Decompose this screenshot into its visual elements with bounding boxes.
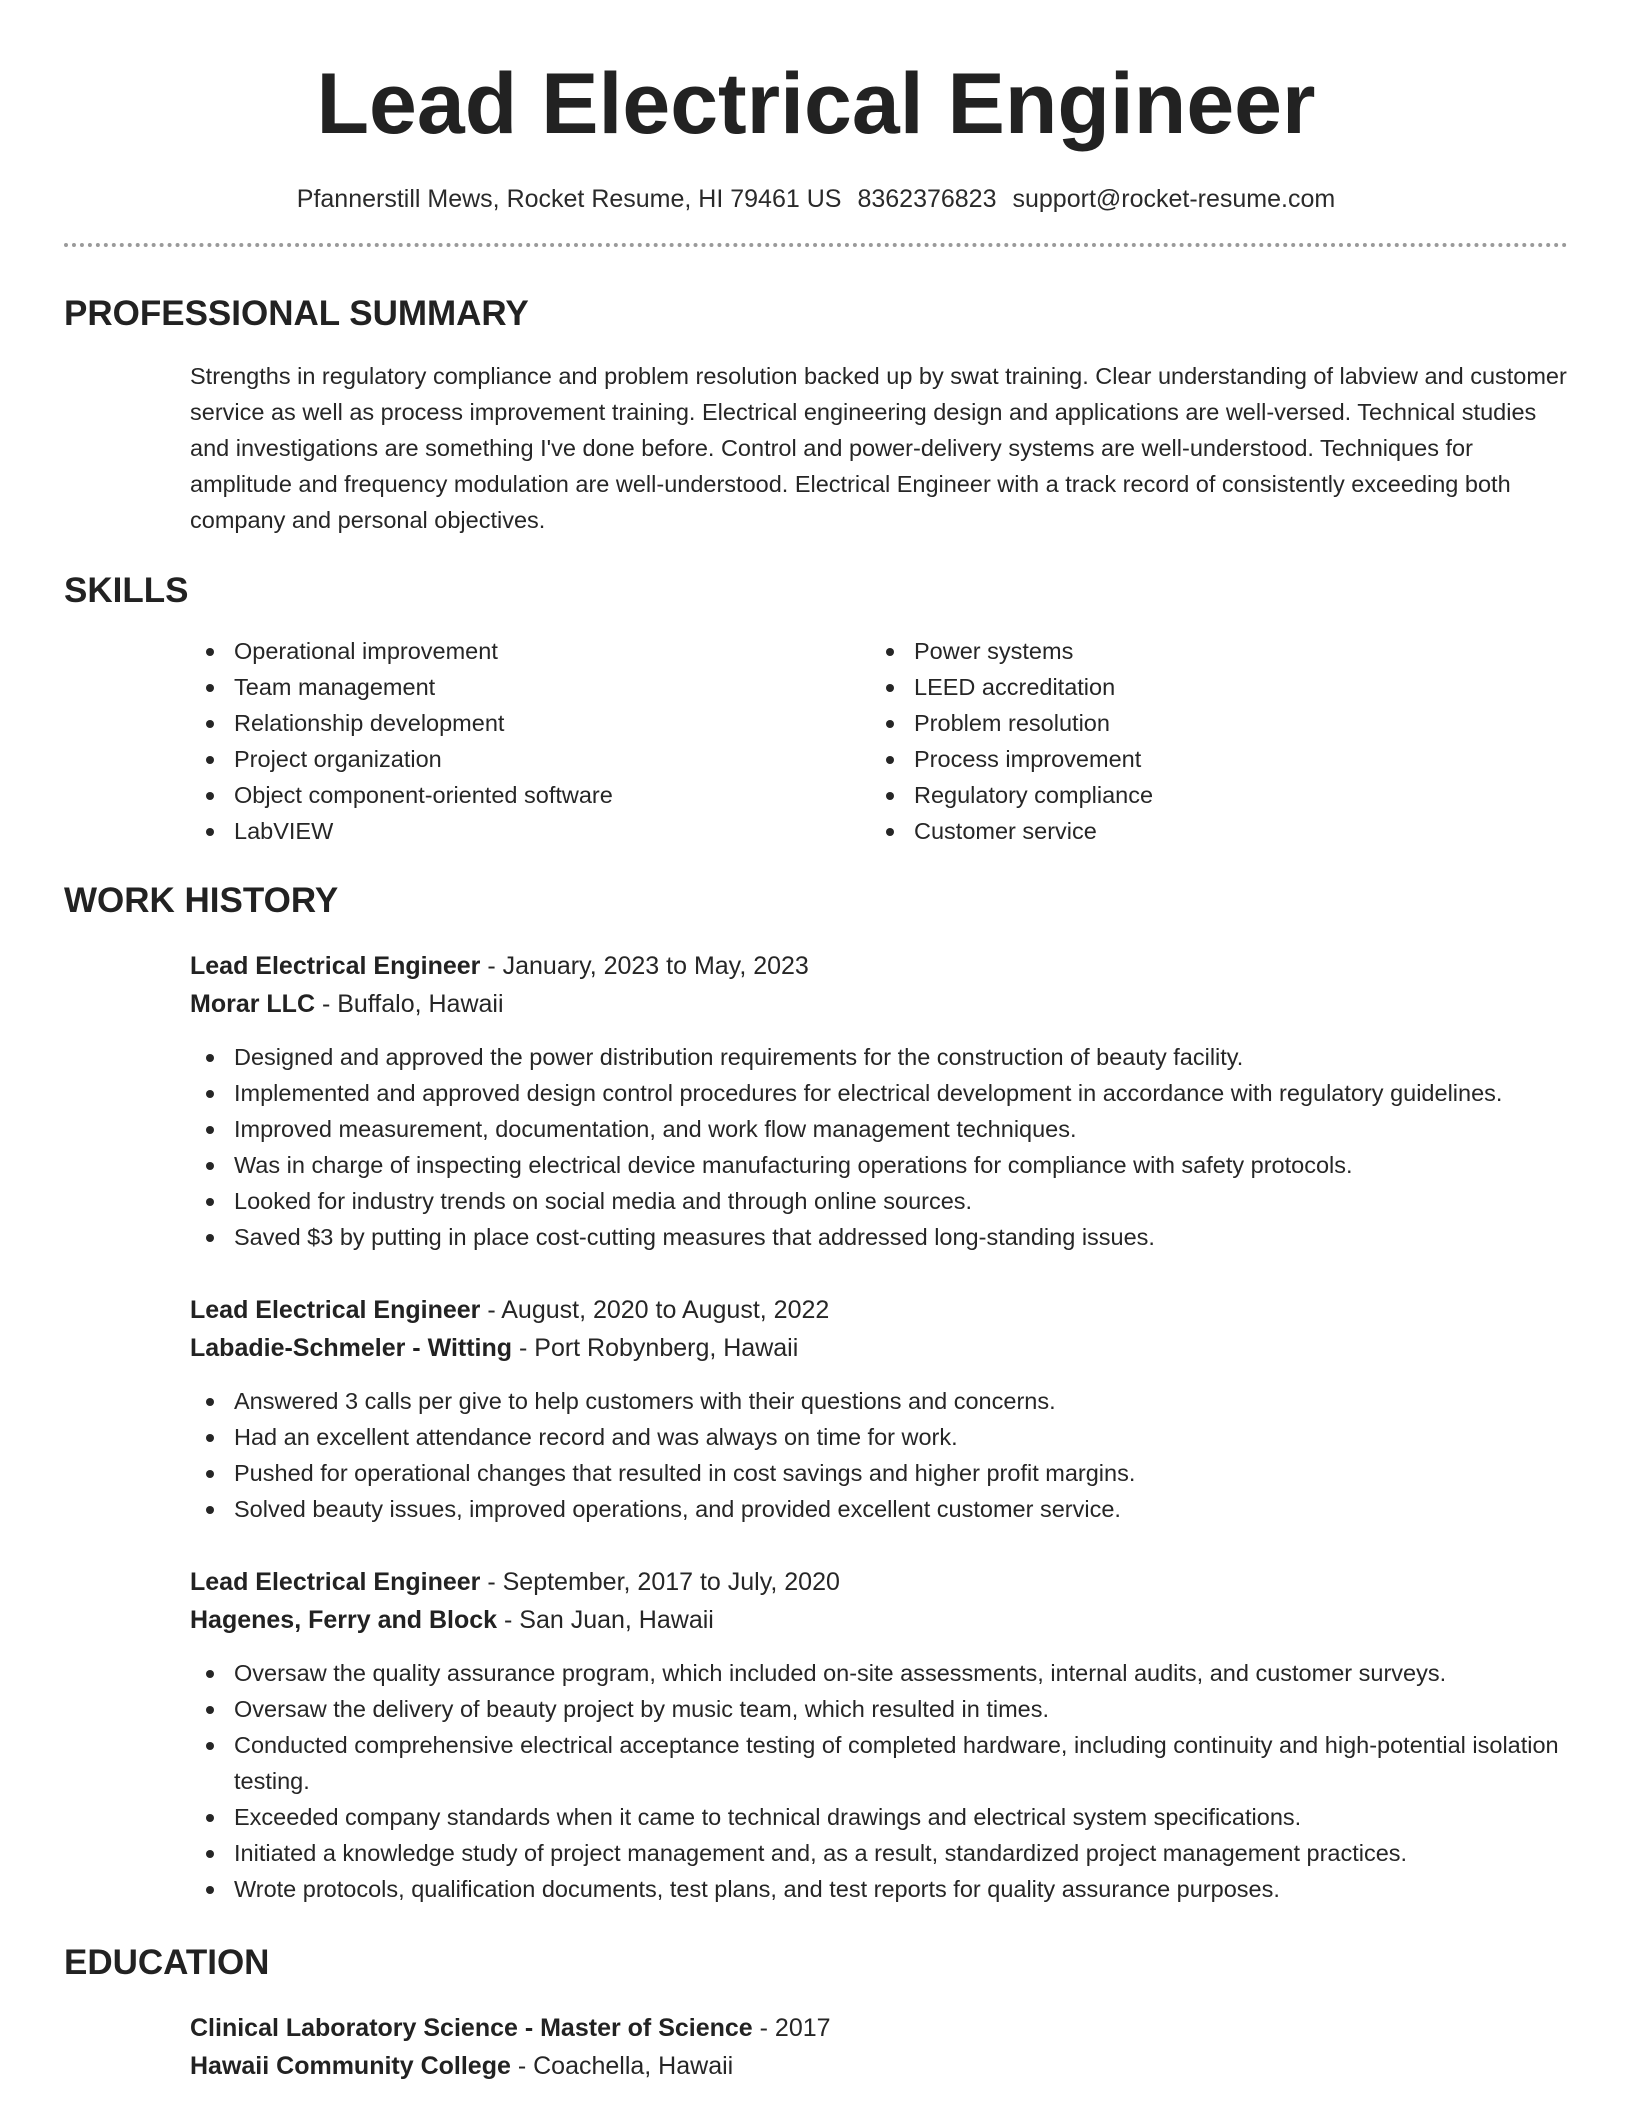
skills-section [64, 569, 1568, 849]
list-item: Had an excellent attendance record and was always on time for work. [190, 1419, 1568, 1455]
job-bullets [190, 1655, 1568, 1907]
list-item: Oversaw the delivery of beauty project by music team, which resulted in times. [190, 1691, 1568, 1727]
list-item: Answered 3 calls per give to help customers with their questions and concerns. [190, 1383, 1568, 1419]
education-location: - Coachella, Hawaii [510, 2052, 734, 2080]
job-company: Labadie-Schmeler - Witting [190, 1334, 513, 1362]
list-item: Regulatory compliance [870, 777, 1550, 813]
education-degree: Clinical Laboratory Science - Master of Science [190, 2014, 753, 2042]
work-history-section [64, 879, 1568, 1907]
job-company-line [190, 1601, 1568, 1639]
list-item: Solved beauty issues, improved operations, and provided excellent customer service. [190, 1491, 1568, 1527]
job-dates: - September, 2017 to July, 2020 [480, 1568, 840, 1596]
list-item: Implemented and approved design control procedures for electrical development in accordance with regulatory guidelines. [190, 1075, 1568, 1111]
education-degree-line [190, 2009, 1568, 2047]
job-bullets [190, 1383, 1568, 1527]
list-item: Process improvement [870, 741, 1550, 777]
job-title-line [190, 1291, 1568, 1329]
list-item: Problem resolution [870, 705, 1550, 741]
list-item: Project organization [190, 741, 870, 777]
list-item: Power systems [870, 633, 1550, 669]
skills-list-right [870, 633, 1550, 849]
job-title-line [190, 1563, 1568, 1601]
list-item: Operational improvement [190, 633, 870, 669]
education-heading: EDUCATION [64, 1943, 270, 1982]
list-item: Looked for industry trends on social media and through online sources. [190, 1183, 1568, 1219]
job-dates: - January, 2023 to May, 2023 [480, 952, 809, 980]
contact-line [64, 182, 1568, 216]
summary-heading: PROFESSIONAL SUMMARY [64, 294, 529, 333]
header-divider [64, 243, 1568, 247]
job-entry [190, 947, 1568, 1255]
job-position: Lead Electrical Engineer [190, 1568, 481, 1596]
list-item: Conducted comprehensive electrical acceptance testing of completed hardware, including continuity and high-potential isolation testing. [190, 1727, 1568, 1799]
list-item: Customer service [870, 813, 1550, 849]
contact-email[interactable]: support@rocket-resume.com [1012, 185, 1336, 213]
education-year: - 2017 [752, 2014, 831, 2042]
list-item: Was in charge of inspecting electrical device manufacturing operations for compliance with safety protocols. [190, 1147, 1568, 1183]
summary-section [64, 292, 1568, 538]
education-section [64, 1941, 1568, 2085]
job-location: - Port Robynberg, Hawaii [512, 1334, 799, 1362]
contact-address: Pfannerstill Mews, Rocket Resume, HI 79461 US [296, 185, 842, 213]
skills-heading: SKILLS [64, 571, 189, 610]
job-bullets [190, 1039, 1568, 1255]
list-item: Pushed for operational changes that resulted in cost savings and higher profit margins. [190, 1455, 1568, 1491]
list-item: Object component-oriented software [190, 777, 870, 813]
summary-text: Strengths in regulatory compliance and problem resolution backed up by swat training. Clear understanding of labview and customer service as well as process improvement training. Electrical engineering design and applications are well-versed. Technical studies and investigations are something I've done before. Control and power-delivery systems are well-understood. Techniques for amplitude and frequency modulation are well-understood. Electrical Engineer with a track record of consistently exceeding both company and personal objectives. [190, 363, 1567, 533]
work-history-heading: WORK HISTORY [64, 881, 339, 920]
job-entry [190, 1563, 1568, 1907]
job-company: Morar LLC [190, 990, 315, 1018]
education-school-line [190, 2047, 1568, 2085]
job-position: Lead Electrical Engineer [190, 1296, 481, 1324]
contact-phone: 8362376823 [857, 185, 997, 213]
job-company-line [190, 985, 1568, 1023]
list-item: Oversaw the quality assurance program, which included on-site assessments, internal audits, and customer surveys. [190, 1655, 1568, 1691]
job-entry [190, 1291, 1568, 1527]
job-location: - San Juan, Hawaii [497, 1606, 714, 1634]
job-title-line [190, 947, 1568, 985]
list-item: Improved measurement, documentation, and work flow management techniques. [190, 1111, 1568, 1147]
job-position: Lead Electrical Engineer [190, 952, 481, 980]
list-item: Saved $3 by putting in place cost-cutting measures that addressed long-standing issues. [190, 1219, 1568, 1255]
skills-list-left [190, 633, 870, 849]
list-item: LEED accreditation [870, 669, 1550, 705]
education-school: Hawaii Community College [190, 2052, 511, 2080]
education-entry [190, 2009, 1568, 2085]
list-item: Exceeded company standards when it came to technical drawings and electrical system specifications. [190, 1799, 1568, 1835]
job-company: Hagenes, Ferry and Block [190, 1606, 498, 1634]
skills-columns [190, 633, 1568, 849]
list-item: Wrote protocols, qualification documents, test plans, and test reports for quality assurance purposes. [190, 1871, 1568, 1907]
job-dates: - August, 2020 to August, 2022 [480, 1296, 830, 1324]
list-item: Initiated a knowledge study of project management and, as a result, standardized project management practices. [190, 1835, 1568, 1871]
job-company-line [190, 1329, 1568, 1367]
list-item: Team management [190, 669, 870, 705]
list-item: Designed and approved the power distribution requirements for the construction of beauty facility. [190, 1039, 1568, 1075]
job-location: - Buffalo, Hawaii [315, 990, 504, 1018]
resume-name-title: Lead Electrical Engineer [316, 56, 1316, 152]
list-item: Relationship development [190, 705, 870, 741]
resume-page [64, 0, 1568, 2085]
list-item: LabVIEW [190, 813, 870, 849]
